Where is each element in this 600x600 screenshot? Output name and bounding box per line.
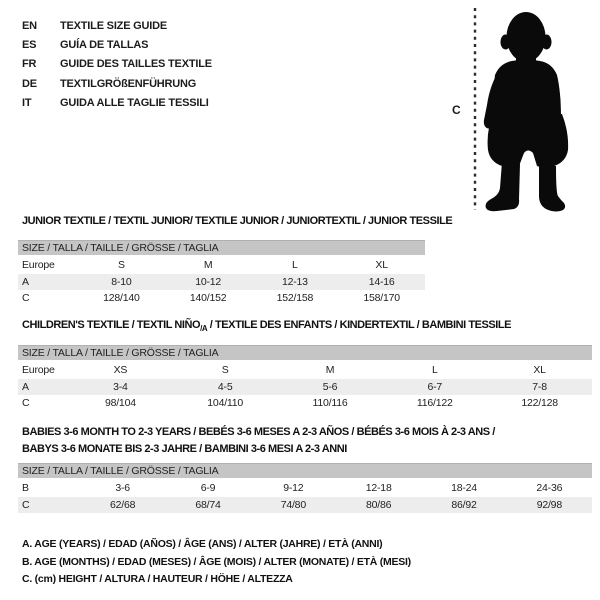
size-cell: S [117,259,125,272]
size-cell: 5-6 [322,380,338,393]
figure-area [440,0,600,230]
size-cell: 8-10 [111,275,132,288]
row-label: Europe [22,259,55,272]
junior-section-title: JUNIOR TEXTILE / TEXTIL JUNIOR/ TEXTILE JUNIOR / JUNIORTEXTIL / JUNIOR TESSILE [22,215,453,227]
legend-line: A. AGE (YEARS) / EDAD (AÑOS) / ÂGE (ANS) / ALTER (JAHRE) / ETÀ (ANNI) [22,538,383,550]
language-title: GUIDE DES TAILLES TEXTILE [60,58,212,71]
size-cell: 24-36 [536,482,563,495]
size-cell: 3-6 [115,482,130,495]
size-header-band: SIZE / TALLA / TAILLE / GRÖSSE / TAGLIA [18,463,592,478]
size-cell: 4-5 [217,380,233,393]
legend [22,536,411,589]
children-section-title [22,319,511,333]
children-title-post: / TEXTILE DES ENFANTS / KINDERTEXTIL / BAMBINI TESSILE [207,319,512,331]
size-cell: XS [113,364,128,377]
table-row [18,257,425,274]
row-label: B [22,482,29,495]
language-code: IT [22,97,32,110]
table-row [18,379,592,396]
size-cell: 7-8 [532,380,547,393]
size-cell: 152/158 [276,292,314,305]
size-cell: M [203,259,213,272]
size-cell: 6-7 [427,380,443,393]
legend-line: B. AGE (MONTHS) / EDAD (MESES) / ÂGE (MOIS) / ALTER (MONATE) / ETÀ (MESI) [22,555,411,568]
size-cell: 14-16 [368,275,395,288]
size-cell: 10-12 [195,275,222,288]
table-row [18,480,592,497]
language-title: GUIDA ALLE TAGLIE TESSILI [60,97,209,110]
size-cell: 92/98 [536,498,562,511]
language-row [22,74,212,93]
row-label: A [22,380,29,393]
row-label: C [22,292,30,305]
babies-size-table [18,463,592,513]
size-cell: 3-4 [113,380,128,393]
size-header-band: SIZE / TALLA / TAILLE / GRÖSSE / TAGLIA [18,345,592,360]
measure-label-c: C [452,103,461,117]
size-cell: S [221,364,229,377]
toddler-silhouette-icon [440,0,600,230]
size-cell: 6-9 [200,482,216,495]
children-title-pre: CHILDREN'S TEXTILE / TEXTIL NIÑO [22,319,201,331]
children-title-sub: /A [200,324,208,334]
size-cell: 12-18 [365,482,392,495]
size-cell: 68/74 [195,498,221,511]
toddler-silhouette [484,12,568,211]
row-label: A [22,275,29,288]
size-cell: 74/80 [280,498,306,511]
language-row [22,35,212,54]
size-cell: 110/116 [312,397,348,410]
table-row [18,274,425,291]
size-cell: M [325,364,335,377]
language-code: EN [22,19,37,32]
babies-title-line1: BABIES 3-6 MONTH TO 2-3 YEARS / BEBÉS 3-6 MESES A 2-3 AÑOS / BÉBÉS 3-6 MOIS À 2-3 ANS / [22,426,495,438]
language-list [22,16,212,113]
size-cell: 80/86 [366,498,392,511]
language-code: FR [22,58,37,71]
babies-title-line2: BABYS 3-6 MONATE BIS 2-3 JAHRE / BAMBINI 3-6 MESI A 2-3 ANNI [22,443,347,455]
table-row [18,497,592,514]
babies-section-title [22,424,495,458]
size-cell: 116/122 [416,397,453,410]
language-code: ES [22,39,37,52]
language-row [22,94,212,113]
language-title: TEXTILE SIZE GUIDE [60,19,168,32]
size-cell: 12-13 [281,275,308,288]
row-label: C [22,498,30,511]
language-code: DE [22,77,37,90]
size-cell: XL [533,364,546,377]
size-cell: 62/68 [110,498,136,511]
language-title: GUÍA DE TALLAS [60,39,149,52]
table-row [18,290,425,307]
size-cell: 158/170 [363,292,400,305]
legend-line: C. (cm) HEIGHT / ALTURA / HAUTEUR / HÖHE / ALTEZZA [22,573,293,586]
size-cell: 122/128 [521,397,558,410]
size-cell: L [431,364,438,377]
table-row [18,395,592,412]
size-cell: 18-24 [451,482,477,495]
size-header-band: SIZE / TALLA / TAILLE / GRÖSSE / TAGLIA [18,240,425,255]
junior-size-table [18,240,425,307]
language-title: TEXTILGRÖßENFÜHRUNG [60,77,197,90]
children-size-table [18,345,592,412]
table-row [18,362,592,379]
size-cell: L [292,259,298,272]
size-cell: XL [375,259,388,272]
size-cell: 140/152 [189,292,227,305]
language-row [22,16,212,35]
row-label: Europe [22,364,55,377]
row-label: C [22,397,30,410]
size-cell: 98/104 [104,397,136,410]
size-cell: 86/92 [451,498,477,511]
size-cell: 9-12 [283,482,304,495]
language-row [22,55,212,74]
size-cell: 104/110 [207,397,244,410]
size-cell: 128/140 [103,292,140,305]
